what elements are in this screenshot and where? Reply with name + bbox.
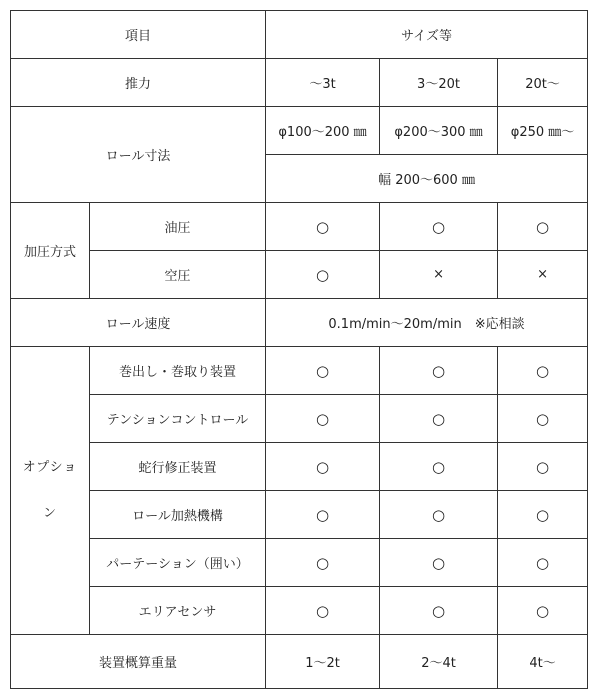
option-c2: ○ [380, 587, 498, 635]
option-c1: ○ [266, 443, 380, 491]
option-label: 蛇行修正装置 [90, 443, 266, 491]
spec-table [10, 10, 588, 689]
option-c3: ○ [498, 587, 588, 635]
header-item: 項目 [11, 11, 266, 59]
pressure-air-label: 空圧 [90, 251, 266, 299]
roll-speed-row [11, 299, 588, 347]
option-label: パーテーション（囲い） [90, 539, 266, 587]
option-row [11, 539, 588, 587]
pressure-oil-c3: ○ [498, 203, 588, 251]
thrust-c2: 3〜20t [380, 59, 498, 107]
weight-row [11, 635, 588, 689]
roll-size-label: ロール寸法 [11, 107, 266, 203]
weight-c3: 4t〜 [498, 635, 588, 689]
option-label: テンションコントロール [90, 395, 266, 443]
roll-size-c1: φ100〜200 ㎜ [266, 107, 380, 155]
pressure-air-c1: ○ [266, 251, 380, 299]
option-c1: ○ [266, 347, 380, 395]
roll-speed-value: 0.1m/min〜20m/min ※応相談 [266, 299, 588, 347]
pressure-air-row [11, 251, 588, 299]
option-c1: ○ [266, 395, 380, 443]
pressure-air-c3: × [498, 251, 588, 299]
pressure-oil-c2: ○ [380, 203, 498, 251]
option-c2: ○ [380, 395, 498, 443]
option-c3: ○ [498, 539, 588, 587]
pressure-label: 加圧方式 [11, 203, 90, 299]
option-row [11, 491, 588, 539]
roll-size-row [11, 107, 588, 155]
thrust-c1: 〜3t [266, 59, 380, 107]
weight-c2: 2〜4t [380, 635, 498, 689]
header-row [11, 11, 588, 59]
options-label-line1: オプショ [22, 459, 78, 475]
roll-speed-label: ロール速度 [11, 299, 266, 347]
header-size: サイズ等 [266, 11, 588, 59]
option-row [11, 587, 588, 635]
pressure-air-c2: × [380, 251, 498, 299]
option-c2: ○ [380, 491, 498, 539]
option-row [11, 443, 588, 491]
option-label: ロール加熱機構 [90, 491, 266, 539]
option-c3: ○ [498, 443, 588, 491]
pressure-oil-label: 油圧 [90, 203, 266, 251]
option-c3: ○ [498, 491, 588, 539]
options-label-line2: ン [42, 505, 57, 521]
pressure-oil-c1: ○ [266, 203, 380, 251]
roll-width: 幅 200〜600 ㎜ [266, 155, 588, 203]
option-label: 巻出し・巻取り装置 [90, 347, 266, 395]
option-c3: ○ [498, 347, 588, 395]
option-label: エリアセンサ [90, 587, 266, 635]
options-label [11, 347, 90, 635]
option-c1: ○ [266, 491, 380, 539]
option-c3: ○ [498, 395, 588, 443]
weight-c1: 1〜2t [266, 635, 380, 689]
weight-label: 装置概算重量 [11, 635, 266, 689]
thrust-label: 推力 [11, 59, 266, 107]
roll-size-c3: φ250 ㎜〜 [498, 107, 588, 155]
option-c2: ○ [380, 539, 498, 587]
thrust-c3: 20t〜 [498, 59, 588, 107]
option-c1: ○ [266, 539, 380, 587]
pressure-oil-row [11, 203, 588, 251]
option-row [11, 395, 588, 443]
option-c1: ○ [266, 587, 380, 635]
thrust-row [11, 59, 588, 107]
option-c2: ○ [380, 347, 498, 395]
option-row [11, 347, 588, 395]
roll-size-c2: φ200〜300 ㎜ [380, 107, 498, 155]
option-c2: ○ [380, 443, 498, 491]
